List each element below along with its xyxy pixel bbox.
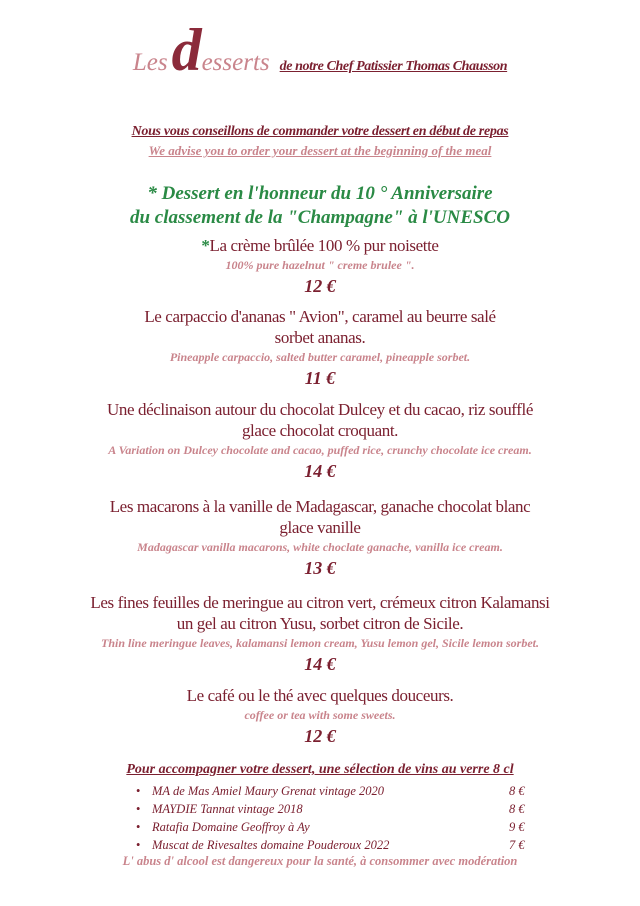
dessert-french-line: Une déclinaison autour du chocolat Dulcey et du cacao, riz soufflé [107,400,533,419]
advice-english: We advise you to order your dessert at the beginning of the meal [148,143,492,158]
wine-name: Muscat de Rivesaltes domaine Pouderoux 2022 [152,838,390,852]
dessert-price: 12 € [304,726,336,746]
wine-list-item [136,800,536,818]
header-chef-subtitle: de notre Chef Patissier Thomas Chausson [279,59,508,74]
dessert-item-carpaccio [0,306,640,389]
dessert-french-line: Le café ou le thé avec quelques douceurs. [186,686,454,705]
bullet-icon: • [136,784,141,798]
anniversary-line-2: du classement de la "Champagne" à l'UNESCO [129,207,511,228]
dessert-french-line: La crème brûlée 100 % pur noisette [209,236,439,255]
dessert-item-chocolat-dulcey [0,399,640,482]
wine-name: MAYDIE Tannat vintage 2018 [152,802,303,816]
dessert-price: 12 € [304,276,336,296]
wine-section-title: Pour accompagner votre dessert, une sélection de vins au verre 8 cl [126,762,514,777]
dessert-item-meringue-citron [0,592,640,675]
wine-list-item [136,782,536,800]
wine-list-item [136,836,536,854]
dessert-english-text: 100% pure hazelnut " creme brulee ". [225,258,415,272]
wine-price: 9 € [509,820,525,834]
dessert-french-line: sorbet ananas. [274,328,366,347]
wine-name: MA de Mas Amiel Maury Grenat vintage 2020 [152,784,385,798]
dessert-item-cafe-the [0,685,640,747]
anniversary-star: * [201,236,210,255]
dessert-english-text: Thin line meringue leaves, kalamansi lemon cream, Yusu lemon gel, Sicile lemon sorbet. [100,636,540,650]
header-les: Les [132,49,168,76]
dessert-price: 14 € [304,654,336,674]
dessert-english-text: A Variation on Dulcey chocolate and cacao, puffed rice, crunchy chocolate ice cream. [108,443,532,457]
dessert-french-line: Les fines feuilles de meringue au citron vert, crémeux citron Kalamansi [90,593,550,612]
anniversary-line-1: * Dessert en l'honneur du 10 ° Anniversaire [147,183,493,204]
dessert-english-text: Pineapple carpaccio, salted butter caramel, pineapple sorbet. [169,350,471,364]
anniversary-heading [0,182,640,230]
wine-price: 7 € [509,838,525,852]
bullet-icon: • [136,838,141,852]
wine-price: 8 € [509,784,525,798]
dessert-price: 11 € [304,368,336,388]
bullet-icon: • [136,820,141,834]
wine-price: 8 € [509,802,525,816]
header-esserts: esserts [201,49,270,76]
header-big-d: d [171,17,202,83]
dessert-french-line: un gel au citron Yusu, sorbet citron de Sicile. [176,614,464,633]
dessert-price: 13 € [304,558,336,578]
menu-header [0,17,640,83]
wine-list-item [136,818,536,836]
bullet-icon: • [136,802,141,816]
dessert-french-line: Le carpaccio d'ananas " Avion", caramel au beurre salé [144,307,496,326]
dessert-english-text: coffee or tea with some sweets. [244,708,396,722]
dessert-english-text: Madagascar vanilla macarons, white choclate ganache, vanilla ice cream. [137,540,503,554]
wine-list [136,782,536,854]
dessert-price: 14 € [304,461,336,481]
dessert-french-line: glace vanille [279,518,361,537]
dessert-french-line: glace chocolat croquant. [241,421,399,440]
wine-name: Ratafia Domaine Geoffroy à Ay [152,820,310,834]
dessert-french-line: Les macarons à la vanille de Madagascar, ganache chocolat blanc [109,497,531,516]
dessert-item-macarons [0,496,640,579]
alcohol-warning: L' abus d' alcool est dangereux pour la santé, à consommer avec modération [122,854,518,868]
advice-french: Nous vous conseillons de commander votre dessert en début de repas [131,124,509,139]
dessert-french-text [0,235,640,256]
dessert-item-creme-brulee [0,235,640,297]
